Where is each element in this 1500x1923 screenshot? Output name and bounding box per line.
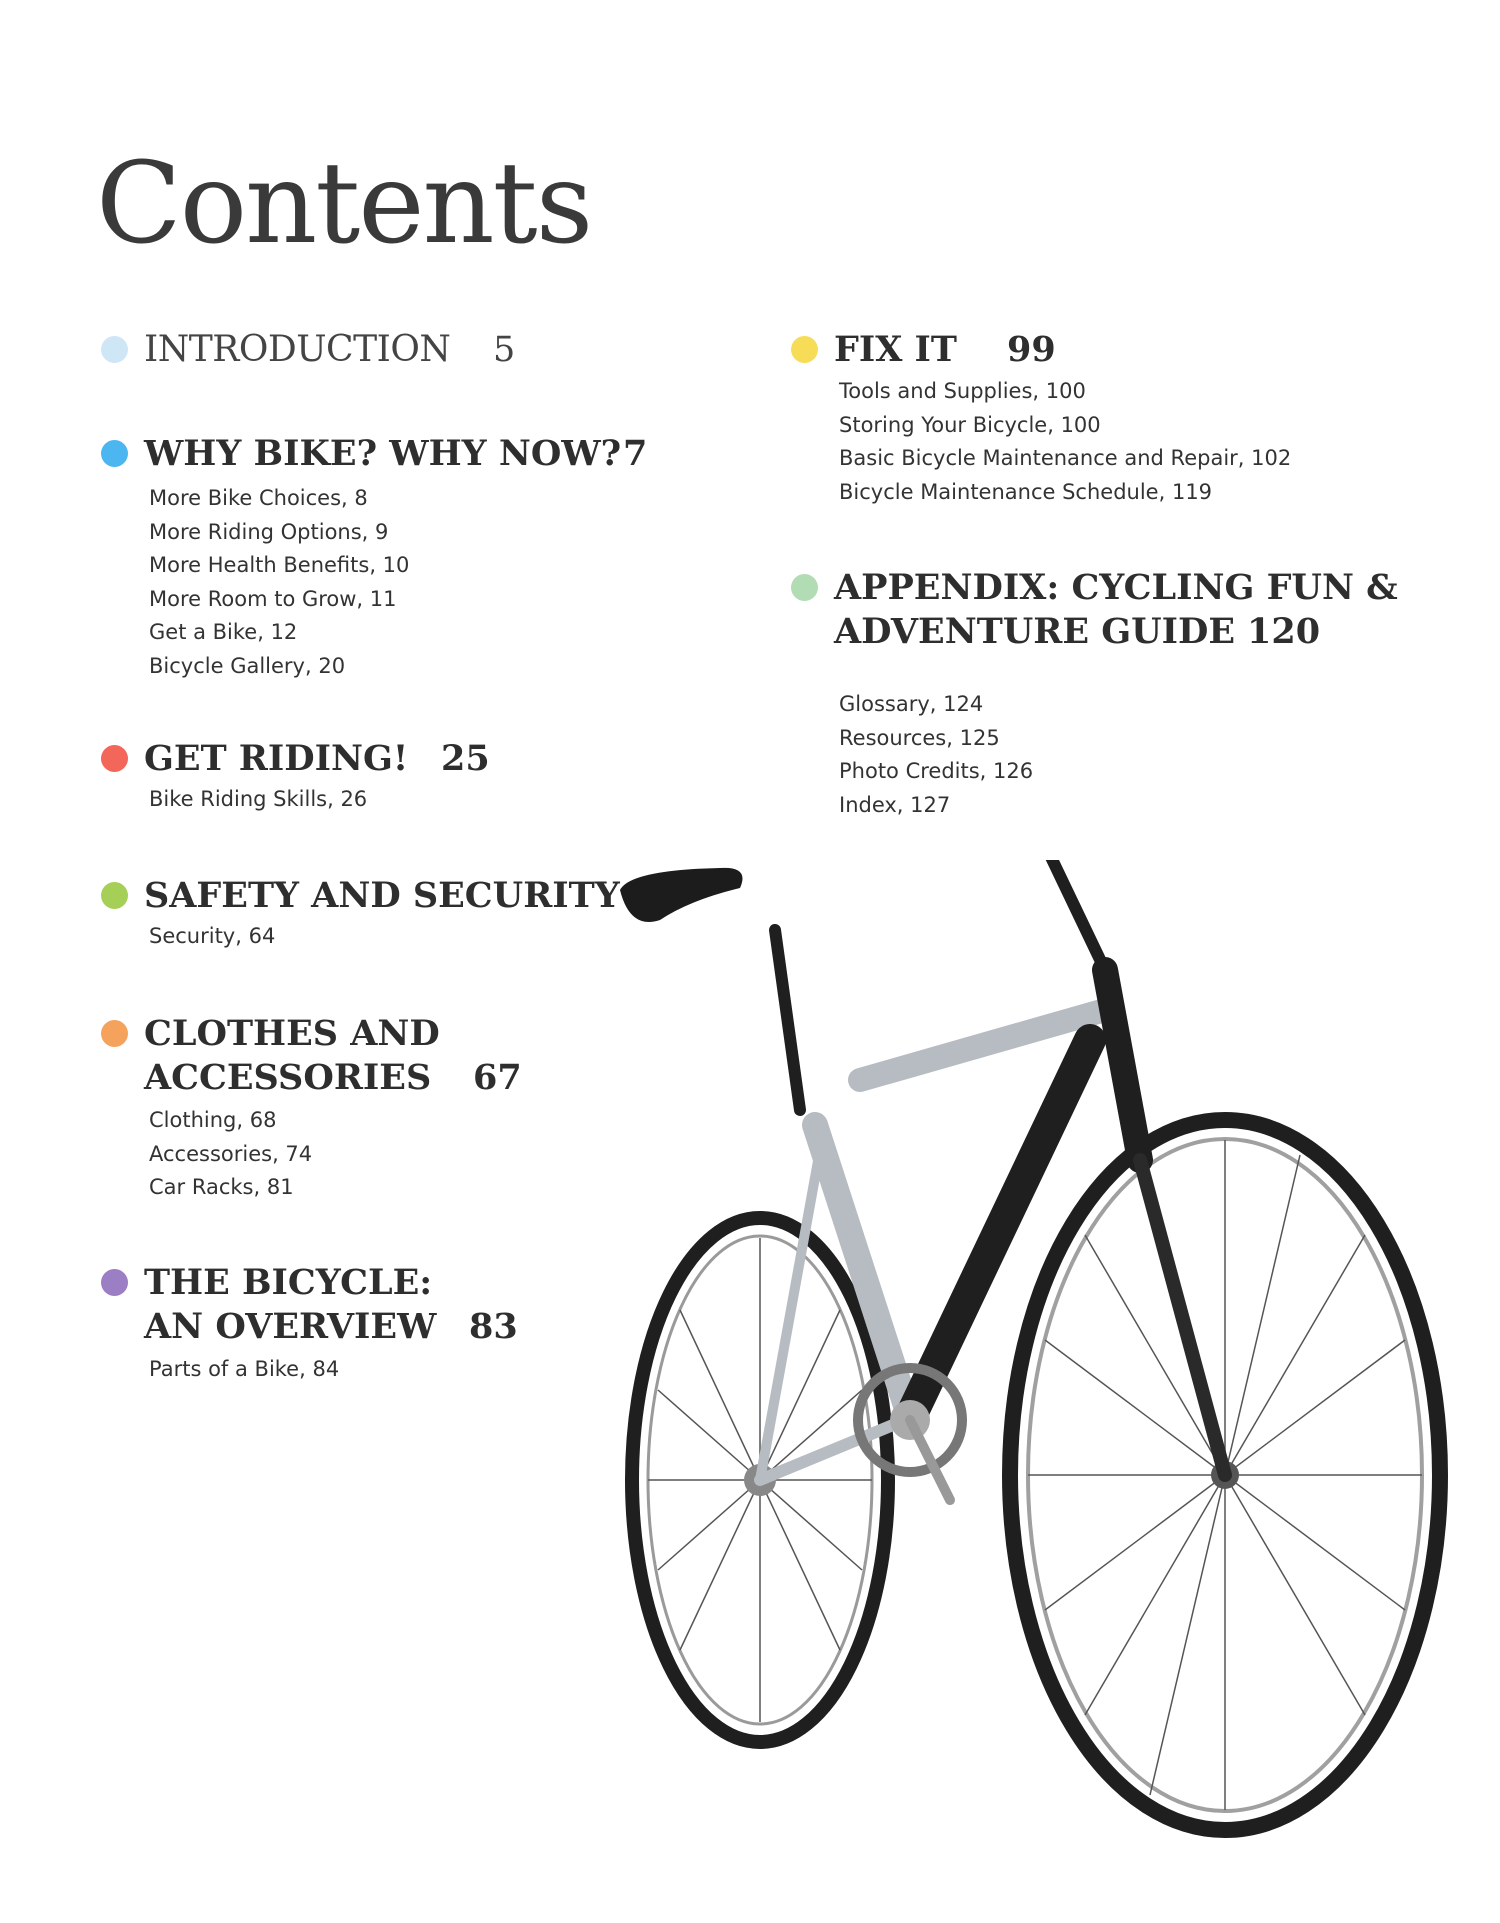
list-item[interactable]: Basic Bicycle Maintenance and Repair, 102: [839, 446, 1292, 470]
list-item[interactable]: Security, 64: [149, 924, 276, 948]
list-item[interactable]: Clothing, 68: [149, 1108, 277, 1132]
list-item[interactable]: More Bike Choices, 8: [149, 486, 368, 510]
toc-section-bicycle[interactable]: [101, 1261, 541, 1401]
section-title-line: ADVENTURE GUIDE: [834, 611, 1236, 652]
list-item[interactable]: Car Racks, 81: [149, 1175, 294, 1199]
section-title-line: CLOTHES AND: [144, 1013, 440, 1054]
section-title-line: THE BICYCLE:: [144, 1262, 433, 1303]
list-item[interactable]: Bicycle Gallery, 20: [149, 653, 346, 678]
section-title-line: AN OVERVIEW: [144, 1306, 437, 1347]
list-item[interactable]: Photo Credits, 126: [839, 759, 1034, 783]
list-item[interactable]: Bicycle Maintenance Schedule, 119: [839, 479, 1213, 504]
bike-frame: [760, 930, 1225, 1480]
fix-it-bullet-icon: [791, 336, 818, 363]
section-title: INTRODUCTION: [144, 329, 451, 370]
list-item[interactable]: More Riding Options, 9: [149, 519, 389, 544]
toc-section-get-riding[interactable]: [101, 737, 541, 827]
subsection-list: [839, 688, 1033, 822]
subsection-list: [149, 1104, 312, 1205]
section-title: FIX IT: [834, 329, 957, 370]
bicycle-illustration: [600, 860, 1480, 1860]
list-item[interactable]: Index, 127: [839, 792, 951, 817]
section-page-number: 7: [623, 433, 648, 474]
subsection-list: [149, 1353, 339, 1387]
section-title-line: ACCESSORIES: [144, 1057, 432, 1098]
handlebar: [1045, 860, 1160, 970]
clothes-bullet-icon: [101, 1020, 128, 1047]
list-item[interactable]: Storing Your Bicycle, 100: [839, 412, 1101, 437]
list-item[interactable]: More Health Benefits, 10: [149, 553, 410, 577]
appendix-bullet-icon: [791, 574, 818, 601]
bicycle-bullet-icon: [101, 1269, 128, 1296]
section-page-number: 120: [1247, 611, 1321, 652]
section-title-line: APPENDIX: CYCLING FUN &: [834, 567, 1398, 608]
toc-section-fix-it[interactable]: [791, 328, 1351, 508]
introduction-bullet-icon: [101, 336, 128, 363]
toc-section-appendix[interactable]: [791, 566, 1398, 836]
section-title: [144, 1261, 436, 1349]
section-page-number: 99: [1007, 329, 1056, 370]
page-title: Contents: [96, 139, 592, 269]
section-page-number: 83: [469, 1306, 518, 1347]
section-page-number: 67: [473, 1057, 522, 1098]
toc-section-clothes[interactable]: [101, 1012, 541, 1212]
list-item[interactable]: Parts of a Bike, 84: [149, 1357, 340, 1381]
section-title: WHY BIKE? WHY NOW?: [144, 433, 622, 474]
list-item[interactable]: Glossary, 124: [839, 692, 984, 716]
section-page-number: 25: [441, 738, 490, 779]
list-item[interactable]: More Room to Grow, 11: [149, 586, 397, 611]
toc-section-safety[interactable]: [101, 874, 681, 964]
list-item[interactable]: Accessories, 74: [149, 1141, 313, 1166]
section-title: SAFETY AND SECURITY: [144, 875, 620, 916]
subsection-list: [149, 783, 367, 817]
subsection-list: [839, 375, 1291, 509]
subsection-list: [149, 920, 275, 954]
list-item[interactable]: Resources, 125: [839, 725, 1000, 750]
safety-bullet-icon: [101, 882, 128, 909]
list-item[interactable]: Bike Riding Skills, 26: [149, 787, 368, 811]
subsection-list: [149, 482, 409, 683]
saddle: [620, 868, 743, 922]
get-riding-bullet-icon: [101, 745, 128, 772]
toc-section-why-bike[interactable]: [101, 432, 661, 682]
list-item[interactable]: Get a Bike, 12: [149, 620, 298, 644]
list-item[interactable]: Tools and Supplies, 100: [839, 379, 1086, 403]
section-title: GET RIDING!: [144, 738, 409, 779]
section-page-number: 5: [493, 330, 516, 370]
why-bike-bullet-icon: [101, 440, 128, 467]
toc-section-introduction[interactable]: [101, 328, 541, 378]
section-title: [144, 1012, 440, 1100]
